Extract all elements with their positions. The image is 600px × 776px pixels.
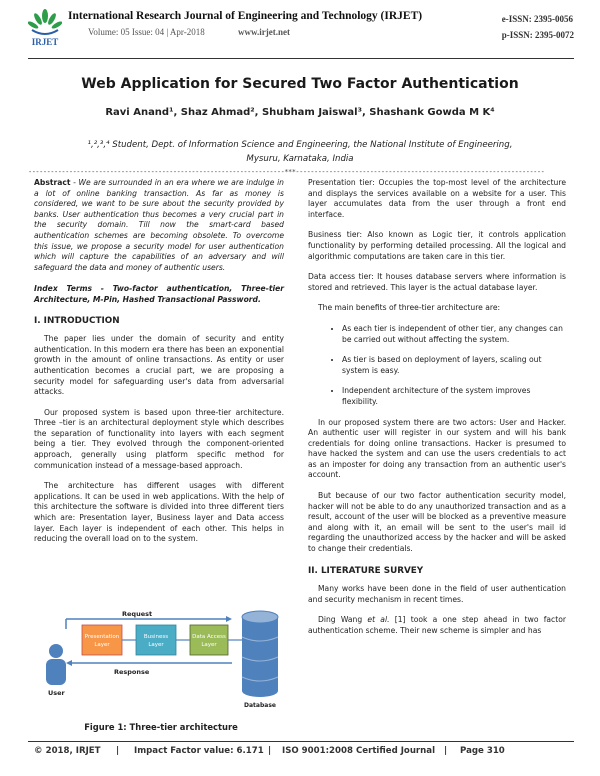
affiliation [0, 138, 600, 166]
footer-iso: ISO 9001:2008 Certified Journal [282, 746, 436, 756]
user-label: User [48, 689, 65, 697]
journal-header [28, 8, 574, 52]
benefits-intro: The main benefits of three-tier architecture are: [318, 303, 501, 313]
data-access-layer-box [190, 625, 228, 655]
presentation-layer-label: Presentation [84, 634, 120, 640]
footer-copyright: © 2018, IRJET [34, 746, 101, 756]
paper-title: Web Application for Secured Two Factor Authentication [81, 76, 519, 92]
list-item: • Independent architecture of the system improves flexibility. [342, 386, 566, 407]
business-layer-box [136, 625, 176, 655]
intro-paragraph-1: The paper lies under the domain of security and entity authentication. In this modern era there has been an exponential growth in the amount of online transactions. As entity or user authentication becomes a crucial part, we are proposing a security model for safeguarding user's data from adversarial attacks. [34, 334, 284, 397]
svg-text:Layer: Layer [201, 642, 217, 648]
business-tier-paragraph: Business tier: Also known as Logic tier, it controls application functionality by performing detailed processing. All the logical and algorithmic computations are taken care in this tier. [308, 230, 566, 261]
list-item: • As tier is based on deployment of layers, scaling out system is easy. [342, 355, 566, 376]
actors-paragraph: In our proposed system there are two actors: User and Hacker. An authentic user will register in our system and will his bank credentials for doing online transactions. Hacker is presumed to have hacked the system and can use the users credentials to act as an imposter for doing any transaction from an authentic user's account. [308, 417, 566, 480]
response-label: Response [114, 668, 150, 676]
volume-issue: Volume: 05 Issue: 04 | Apr-2018 [88, 27, 205, 37]
index-terms: Index Terms - Two-factor authentication, Three-tier Architecture, M-Pin, Hashed Transactional Password. [34, 284, 284, 304]
right-column [308, 178, 566, 637]
data-access-layer-label: Data Access [192, 634, 226, 640]
svg-text:Layer: Layer [94, 642, 110, 648]
presentation-layer-box [82, 625, 122, 655]
list-item: • As each tier is independent of other tier, any changes can be carried out without affecting the system. [342, 324, 566, 345]
irjet-logo-icon [28, 8, 62, 48]
three-tier-diagram [36, 607, 288, 711]
p-issn: p-ISSN: 2395-0072 [501, 30, 574, 40]
e-issn: e-ISSN: 2395-0056 [501, 14, 573, 24]
journal-website-link[interactable]: www.irjet.net [238, 27, 290, 37]
page-number: Page 310 [460, 746, 505, 756]
presentation-tier-paragraph: Presentation tier: Occupies the top-most level of the architecture and displays the services available on a website for a user. This layer accumulates data from the user through a front end interface. [308, 178, 566, 219]
literature-heading: II. LITERATURE SURVEY [308, 565, 424, 576]
request-label: Request [122, 610, 153, 618]
abstract-label: Abstract [34, 178, 71, 187]
intro-paragraph-2: Our proposed system is based upon three-tier architecture. Three –tier is an architectural deployment style which describes the separation of functionality into layers with each segment being a tier. They evolved through the component-oriented approach, generally using platform specific method for communication instead of a message-based approach. [34, 407, 284, 470]
benefits-list [308, 324, 566, 408]
database-icon [242, 611, 278, 697]
journal-name: International Research Journal of Engineering and Technology (IRJET) [68, 10, 423, 22]
abstract-text: - We are surrounded in an era where we are indulge in a lot of online banking transaction. As far as money is considered, we want to be sure about the security provided by banks. User authentication thus becomes a very crucial part in the security domain. Till now the smart-card based authentication schemes are becoming obsolete. To overcome this issue, we propose a security model for user authentication which will capture the capabilities of an adversary and will safeguard the data and money of authentic users. [34, 178, 284, 272]
business-layer-label: Business [143, 634, 169, 640]
section-separator: ---------------------------------------------------------------------***------------------------------------------------------------------- [28, 168, 545, 176]
intro-heading: I. INTRODUCTION [34, 315, 120, 326]
data-access-tier-paragraph: Data access tier: It houses database servers where information is stored and retrieved. This layer is the actual database layer. [308, 272, 566, 292]
footer-rule [28, 741, 574, 742]
affiliation-line-2: Mysuru, Karnataka, India [246, 154, 354, 164]
svg-text:Layer: Layer [148, 642, 164, 648]
header-rule [28, 58, 574, 59]
author-list: Ravi Anand¹, Shaz Ahmad², Shubham Jaiswal³, Shashank Gowda M K⁴ [105, 107, 495, 118]
footer-divider: | [116, 746, 120, 756]
footer-divider: | [444, 746, 448, 756]
footer-divider: | [268, 746, 272, 756]
intro-paragraph-3: The architecture has different usages with different applications. It can be used in web applications. With the help of this architecture the software is divided into three different tiers which are: Presentation layer, Business layer and Data access layer. Each layer is independent of each other. This helps in reducing the overall load on to the system. [34, 481, 284, 544]
left-column [34, 178, 284, 545]
literature-paragraph-1: Many works have been done in the field of user authentication and security mechanism in recent times. [308, 584, 566, 604]
database-label: Database [244, 702, 276, 709]
affiliation-line-1: ¹,²,³,⁴ Student, Dept. of Information Science and Engineering, the National Institute of Engineering, [87, 140, 513, 150]
literature-paragraph-2: Ding Wang et al. [1] took a one step ahead in two factor authentication scheme. Their new scheme is simpler and has [308, 615, 566, 635]
footer-impact-factor: Impact Factor value: 6.171 [134, 746, 264, 756]
figure-caption: Figure 1: Three-tier architecture [84, 722, 238, 732]
abstract [34, 178, 284, 273]
security-model-paragraph: But because of our two factor authentication security model, hacker will not be able to do any unauthorized transaction and as a result, account of the user will be blocked as a preventive measure and along with it, an email will be sent to the user's mail id regarding the unauthorized access by the hacker and will be asked to change their credentials. [308, 491, 566, 554]
svg-text:IRJET: IRJET [31, 37, 59, 47]
